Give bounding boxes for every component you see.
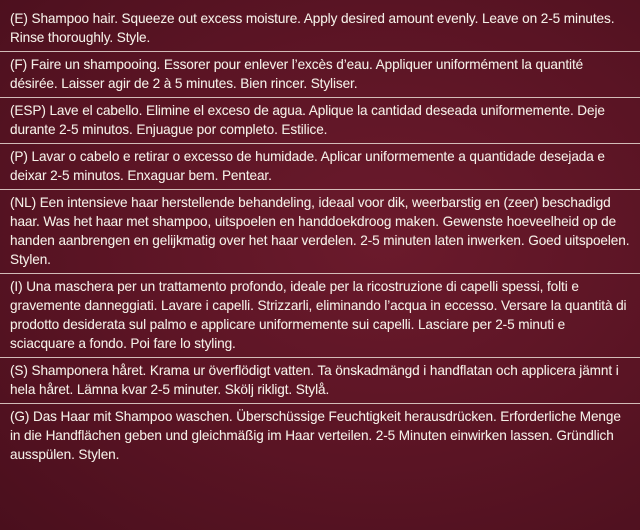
section-dutch [10, 190, 632, 273]
section-text: Faire un shampooing. Essorer pour enlever l’excès d’eau. Appliquer uniformément la quantité désirée. Laisser agir de 2 à 5 minutes. Bien rincer. Styliser. [10, 57, 584, 91]
language-code: (E) [10, 11, 28, 26]
section-spanish [10, 98, 632, 143]
section-text: Una maschera per un trattamento profondo, ideale per la ricostruzione di capelli spessi, folti e gravemente danneggiati. Lavare i capelli. Strizzarli, eliminando l’acqua in eccesso. Versare la quantità di prodotto desiderata sul palmo e applicare uniformemente sui capelli. Lasciare per 2-5 minuti e sciacquare a fondo. Poi fare lo styling. [10, 279, 627, 351]
section-italian [10, 274, 632, 357]
divider [0, 273, 640, 274]
section-text: Een intensieve haar herstellende behandeling, ideaal voor dik, weerbarstig en (zeer) beschadigd haar. Was het haar met shampoo, uitspoelen en handdoekdroog maken. Gewenste hoeveelheid op de handen aanbrengen en gelijkmatig over het haar verdelen. 2-5 minuten laten inwerken. Goed uitspoelen. Stylen. [10, 195, 630, 267]
section-text: Lavar o cabelo e retirar o excesso de humidade. Aplicar uniformemente a quantidade desejada e deixar 2-5 minutos. Enxaguar bem. Pentear. [10, 149, 605, 183]
divider [0, 51, 640, 52]
section-text: Shamponera håret. Krama ur överflödigt vatten. Ta önskadmängd i handflatan och applicera jämnt i hela håret. Lämna kvar 2-5 minuter. Skölj rikligt. Stylå. [10, 363, 619, 397]
divider [0, 97, 640, 98]
section-text: Shampoo hair. Squeeze out excess moisture. Apply desired amount evenly. Leave on 2-5 minutes. Rinse thoroughly. Style. [10, 11, 615, 45]
section-english [10, 6, 632, 51]
section-french [10, 52, 632, 97]
section-text: Lave el cabello. Elimine el exceso de agua. Aplique la cantidad deseada uniformemente. Deje durante 2-5 minutos. Enjuague por completo. Estilice. [10, 103, 605, 137]
language-code: (P) [10, 149, 28, 164]
language-code: (NL) [10, 195, 37, 210]
divider [0, 143, 640, 144]
language-code: (G) [10, 409, 30, 424]
section-german [10, 404, 632, 468]
section-text: Das Haar mit Shampoo waschen. Überschüssige Feuchtigkeit herausdrücken. Erforderliche Menge in die Handflächen geben und gleichmäßig im Haar verteilen. 2-5 Minuten einwirken lassen. Gründlich ausspülen. Stylen. [10, 409, 621, 462]
section-portuguese [10, 144, 632, 189]
language-code: (F) [10, 57, 28, 72]
language-code: (I) [10, 279, 23, 294]
language-code: (S) [10, 363, 28, 378]
section-swedish [10, 358, 632, 403]
language-code: (ESP) [10, 103, 46, 118]
divider [0, 403, 640, 404]
divider [0, 189, 640, 190]
divider [0, 357, 640, 358]
